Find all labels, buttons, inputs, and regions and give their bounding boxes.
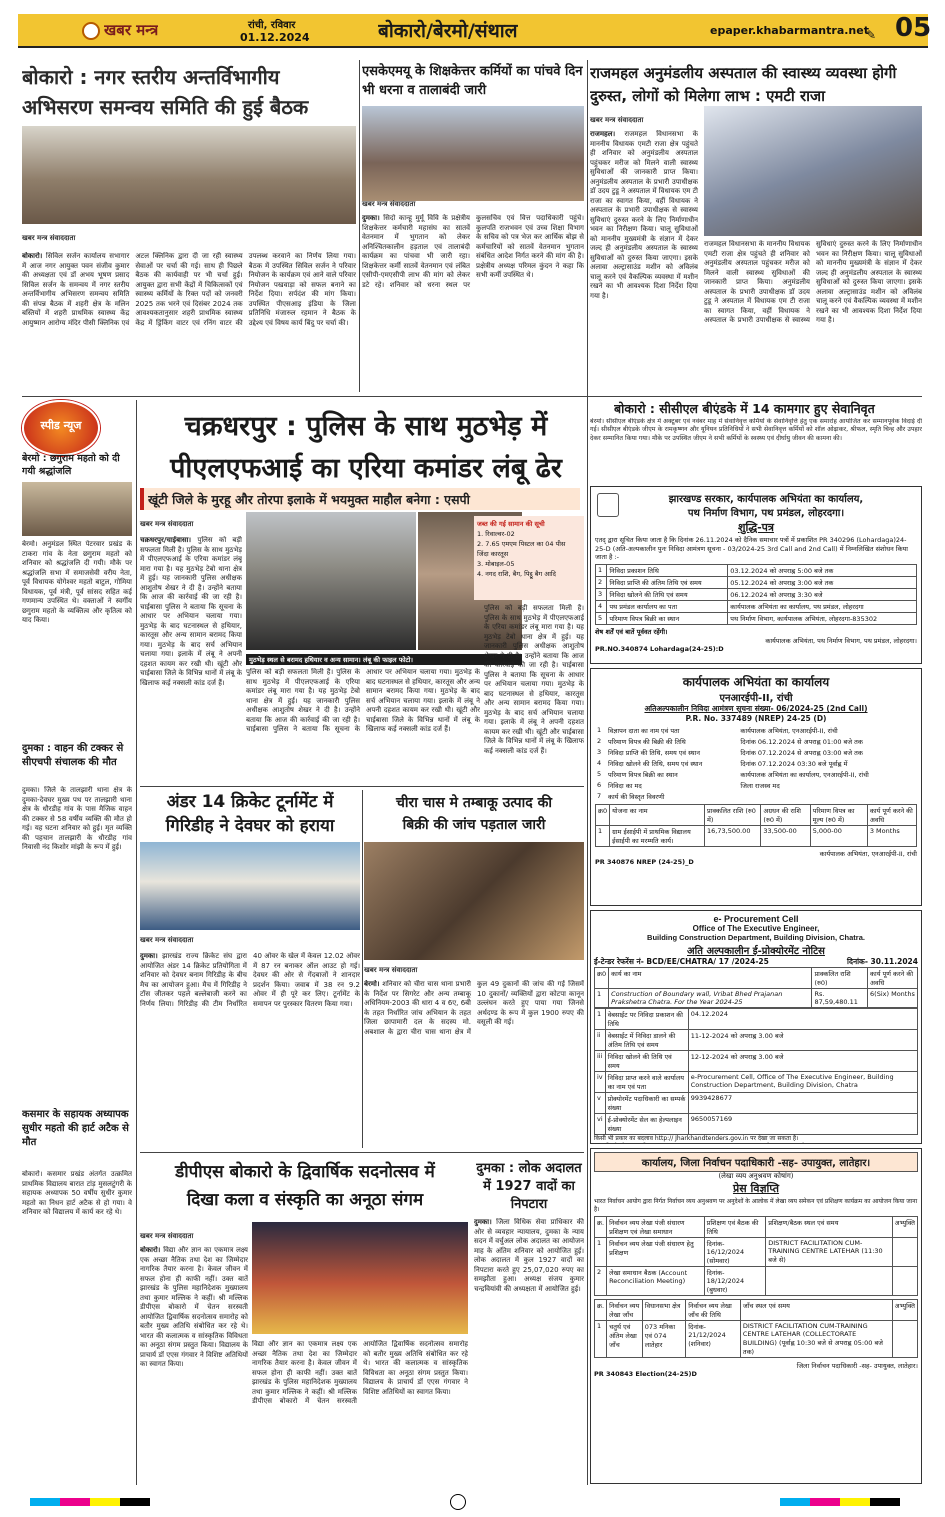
ad1-cell: 4	[596, 600, 607, 612]
a1-photo	[22, 126, 356, 224]
speed-column-divider	[136, 400, 137, 1485]
ad3-cell: e-Procurement Cell, Office of The Executive Engineer, Building Construction Department, Building Division, Chatra	[688, 1072, 917, 1093]
ad3-td: 1	[595, 989, 609, 1008]
brand-logo-icon	[82, 22, 100, 40]
ad1-cell: 3	[596, 588, 607, 600]
ad2-row	[595, 769, 917, 780]
ad4-title: प्रेस विज्ञप्ति	[732, 1182, 780, 1195]
ad3-title: अति अल्पकालीन ई-प्रोक्योरमेंट नोटिस	[687, 946, 825, 957]
cricket-headline-2: गिरिडीह ने देवघर को हराया	[165, 816, 335, 836]
ad1-row	[596, 564, 917, 576]
ad3-cell: निविदा खोलने की तिथि एवं समय	[605, 1051, 688, 1072]
ad4-th: अभ्युक्ति	[892, 1300, 917, 1321]
ad3-th: प्राक्कलित राशि (रु0)	[812, 968, 868, 989]
a3-text-cont: राजमहल विधानसभा के माननीय विधायक एमटी राजा क्षेत्र पहुंचते ही शनिवार को अनुमंडलीय अस्पताल पहुंचकर मरीज को मिलने वाली स्वास्थ्य सुविधाओं की जानकारी प्राप्त किया। अनुमंडलीय अस्पताल के प्रभारी उपाधीक्षक डॉ उदय टुडू ने अस्पताल में विधायक एम टी राजा का स्वागत किया, वहीं विधायक ने अस्पताल के प्रभारी उपाधीक्षक से स्वास्थ्य सुविधाएं दुरुस्त करने के लिए निर्माणाधीन भवन का निरीक्षण किया। चालू सुविधाओं को माननीय मुख्यमंत्री के संज्ञान में देकर जल्द ही अनुमंडलीय अस्पताल के स्वास्थ्य सुविधाओं को दुरुस्त किया जाएगा। इसके अलावा अल्ट्रासाउंड मशीन को अविलंब चालू करने एवं वैकल्पिक व्यवस्था में मशीन रखने का भी आवश्यक दिशा निर्देश दिया गया है।	[704, 240, 922, 324]
ad1-sign: कार्यपालक अभियंता, पथ निर्माण विभाग, पथ प्रमंडल, लोहरदगा।	[765, 636, 917, 645]
a2-photo	[362, 106, 584, 201]
column-divider	[362, 790, 363, 1148]
a4-body: बेरमो। सीसीएल बीएंडके क्षेत्र में अक्टूबर एवं नवंबर माह में सेवानिवृत्त कर्मियों के सेवानिवृत्ति हेतु एक समारोह आयोजित कर सम्मानपूर्वक विदाई दी गई। सीसीएल बीएंडके जीएम के रामकृष्णन और यूनियन प्रतिनिधियों ने सभी सेवानिवृत्त कर्मियों को शॉल ओढ़ाकर, श्रीफल, स्मृति चिन्ह और उपहार देकर सम्मानित किया गया। मौके पर उपस्थित जीएम ने सभी कर्मियों के स्वस्थ्य एवं दीर्घायु जीवन की कामना की।	[590, 418, 922, 442]
ad2-sub: P.R. No. 337489 (NREP) 24-25 (D)	[685, 714, 827, 723]
ad1-cell: निविदा प्राप्ति की अंतिम तिथि एवं समय	[607, 576, 728, 588]
ad1-title: शुद्धि-पत्र	[737, 521, 774, 534]
ad4-pr: PR 340843 Election(24-25)D	[594, 1370, 697, 1378]
a1-body	[22, 252, 356, 392]
ad1-cell: 06.12.2024 को अपराह्न 3:30 बजे	[728, 588, 917, 600]
ad2-cell	[738, 791, 917, 802]
s2-body: दुमका। जिले के तालझारी थाना क्षेत्र के दुमका-देवघर मुख्य पथ पर तालझारी थाना क्षेत्र के धौरडीह गांव के पास मैजिक वाहन की टक्कर से 58 वर्षीय व्यक्ति की मौत हो गई। यह घटना शनिवार को हुई। मृत व्यक्ति की पहचान तालझारी के धौरडीह गांव निवासी नंद किशोर मांझी के रूप में हुई।	[22, 786, 132, 851]
ad3-cell: 1	[595, 1009, 606, 1030]
ad1-cell: 2	[596, 576, 607, 588]
ad1-pr: PR.NO.340874 Lohardaga(24-25):D	[595, 644, 724, 653]
ad3-th: क्र0	[595, 968, 609, 989]
ad3-ref-line	[594, 957, 918, 967]
ad2-td: 5,000-00	[810, 826, 867, 847]
ad1-table	[595, 564, 917, 625]
column-divider	[587, 60, 588, 1485]
ad4-header-row	[595, 1300, 918, 1321]
ad2-cell: विज्ञापन दाता का नाम एवं पता	[607, 727, 680, 735]
ad1-note: शेष शर्तें एवं बातें पूर्ववत रहेंगी।	[595, 627, 668, 636]
a3-byline: खबर मन्त्र संवाददाता	[590, 116, 644, 124]
a2-text: सिदो कान्हू मुर्मू विवि के प्रक्षेत्रीय शिक्षकेत्तर कर्मचारी महासंघ का सातवें वेतनमान में भुगतान को लेकर अनिश्चितकालीन हड़ताल एवं तालाबंदी कार्यक्रम का पांचवा भी जारी रहा। शिक्षकेत्तर कर्मी सातवें वेतनमान एवं लंबित एसीपी-एमएसीपी लाभ की मांग को लेकर डटे रहे। शनिवार को धरना स्थल पर कुलसचिव एवं वित्त पदाधिकारी पहुंचे। कुलपति राजभवन एवं उच्च शिक्षा विभाग के सचिव को पत्र भेज कर आर्थिक बोझ से कर्मचारियों को सातवें वेतनमान भुगतान संबंधित आदेश निर्गत करने की मांग की है। प्रक्षेत्रीय अध्यक्ष परिमल कुंदन ने कहा कि सभी कर्मी उपस्थित थे।	[362, 214, 584, 289]
color-bar	[30, 1498, 150, 1506]
dps-headline-2: दिखा कला व संस्कृति का अनूठा संगम	[186, 1190, 424, 1210]
header-city: रांची, रविवार	[248, 20, 296, 31]
lead-deck-text: खूंटी जिले के मुरहू और तोरपा इलाके में भयमुक्त माहौल बनेगा : एसपी	[148, 492, 470, 507]
ad4-th: निर्वाचन व्यय लेखा पंजी संधारण प्रशिक्षण एवं लेखा समाधान	[607, 1217, 705, 1238]
a1-headline: बोकारो : नगर स्तरीय अन्तर्विभागीय अभिसरण समन्वय समिति की हुई बैठक	[22, 65, 309, 119]
section-divider	[22, 396, 922, 397]
ad2-title: अतिअल्पकालीन निविदा आमंत्रण सूचना संख्या- 06/2024-25 (2nd Call)	[644, 704, 868, 713]
ad2-notice	[590, 668, 922, 906]
ad3-h2: Office of The Executive Engineer,	[692, 924, 820, 933]
ad1-row	[596, 576, 917, 588]
ad2-sign: कार्यपालक अभियंता, एनआरईपी-II, रांची	[819, 850, 917, 858]
ad2-head-1: कार्यपालक अभियंता का कार्यालय	[682, 675, 830, 689]
ad2-td: 1	[596, 826, 610, 847]
ad4-row	[595, 1267, 918, 1296]
ad4-th: क्र.	[595, 1300, 607, 1321]
ad1-cell: 5	[596, 612, 607, 624]
ad3-row	[595, 1093, 918, 1114]
ad3-cell: 11-12-2024 को अपराह्न 3.00 बजे	[688, 1030, 917, 1051]
ad4-row	[595, 1238, 918, 1267]
column-divider	[359, 60, 360, 392]
ad2-td: 33,500-00	[761, 826, 810, 847]
ad3-row	[595, 1114, 918, 1135]
seized-list-item: 1. रिवाल्वर-02	[477, 530, 515, 538]
section-divider	[140, 786, 584, 787]
ad4-cell: दिनांक- 21/12/2024 (शनिवार)	[686, 1321, 741, 1358]
ad3-th: कार्य का नाम	[609, 968, 812, 989]
tobacco-headline-1: चीरा चास मे तम्बाकू उत्पाद की	[396, 795, 552, 811]
s3-body: बोकारो। कसमार प्रखंड अंतर्गत उत्क्रमित प्राथमिक विद्यालय बारात टांड़ मुसलटुंगरी के सहायक अध्यापक 50 वर्षीय सुधीर कुमार महतो का निधन हार्ट अटैक से हो गया। वे शनिवार को विद्यालय में कार्य कर रहे थे।	[22, 1170, 132, 1216]
ad2-cell: जिला राजस्व मद	[740, 782, 780, 790]
ad1-notice	[590, 486, 922, 664]
ad1-cell: 05.12.2024 को अपराह्न 3:00 बजे तक	[728, 576, 917, 588]
ad4-th: क्र.	[595, 1217, 607, 1238]
ad4-cell: 1	[595, 1238, 607, 1267]
seized-list-item: 3. मोबाइल-05	[477, 560, 515, 568]
ad2-items	[595, 725, 917, 802]
ad2-row	[595, 780, 917, 791]
dps-text: विद्या और ज्ञान का एकमात्र लक्ष्य एक अच्छा नैतिक तथा देश का जिम्मेदार नागरिक तैयार करना है। केवल जीवन में सफल होना ही काफी नहीं। उक्त बातें झारखंड के पुलिस महानिदेशक मुख्यालय तथा कुमार मल्लिक ने कहीं। श्री मल्लिक डीपीएस बोकारो में चेतन सरस्वती आयोजित द्विवार्षिक सदनोत्सव समारोह को बतौर मुख्य अतिथि संबोधित कर रहे थे। भारत की कलात्मक व सांस्कृतिक विविधता का अनूठा संगम प्रस्तुत किया। विद्यालय के प्राचार्य डॉ एएस गंगवार ने विशिष्ट अतिथियों का स्वागत किया।	[140, 1246, 248, 1368]
ad2-cell: कार्य की विस्तृत विवरणी	[607, 793, 665, 801]
ad2-cell: दिनांक 07.12.2024 से अपराह्न 03:00 बजे तक	[740, 749, 863, 757]
a1-place: बोकारो।	[22, 252, 43, 260]
ad4-cell: दिनांक- 18/12/2024 (बुधवार)	[704, 1267, 766, 1296]
ad3-work: Construction of Boundary wall, Vribat Bhed Prajanan Prakshetra Chatra. For the Year 2024-25	[609, 989, 812, 1008]
cricket-text: झारखंड राज्य क्रिकेट संघ द्वारा आयोजित अंडर 14 क्रिकेट प्रतियोगिता में शनिवार को देवघर बनाम गिरिडीह के बीच मैच का आयोजन हुआ। मैच में गिरिडीह ने टॉस जीतकर पहले बल्लेबाजी करने का निर्णय लिया। गिरिडीह की टीम निर्धारित 40 ओवर के खेल में केवल 12.02 ओवर में 87 रन बनाकर ऑल आउट हो गई। देवघर की ओर से गेंदबाजों ने शानदार प्रदर्शन किया। जवाब में 38 रन 9.2 ओवर में ही पूरे कर लिए। टूर्नामेंट के समापन पर पुरस्कार वितरण किया गया।	[140, 952, 360, 1008]
registration-mark-icon	[450, 1494, 466, 1510]
ad2-td: 16,73,500.00	[705, 826, 761, 847]
adalat-headline: दुमका : लोक अदालत में 1927 वादों का निपटारा	[476, 1161, 582, 1212]
ad1-emblem-icon	[597, 493, 619, 517]
brand-name: खबर मन्त्र	[104, 21, 159, 39]
site-url[interactable]: epaper.khabarmantra.net	[710, 24, 869, 37]
ad4-notice	[590, 1148, 922, 1484]
a2-place: दुमका।	[362, 214, 380, 222]
tobacco-headline-2: बिक्री की जांच पड़ताल जारी	[402, 817, 546, 833]
ad1-head-1: झारखण्ड सरकार, कार्यपालक अभियंता का कार्यालय,	[668, 494, 864, 505]
ad2-cell: 5	[597, 770, 602, 778]
lead-photo-caption: मुठभेड़ स्थल से बरामद हथियार व अन्य सामान। लंबू की फाइल फोटो।	[246, 654, 522, 665]
ad3-row	[595, 1009, 918, 1030]
ad3-row	[595, 1030, 918, 1051]
ad3-row	[595, 1051, 918, 1072]
ad3-cell: vi	[595, 1114, 606, 1135]
ad1-body: एतद् द्वारा सूचित किया जाता है कि दिनांक 26.11.2024 को दैनिक समाचार पत्रों में प्रकाशित PR 340296 (Lohardaga)24-25-D (अति-अल्पकालीन पुनः निविदा आमंत्रण सूचना - 03/2024-25 3rd Call and 2nd Call) में निम्नलिखित संशोधन किया जाता है :-	[595, 536, 908, 561]
tobacco-photo	[364, 842, 584, 960]
ad2-cell: 6	[597, 781, 602, 789]
ad4-cell: चतुर्थ एवं अंतिम लेखा जाँच	[607, 1321, 643, 1358]
ad2-cell: निविदा प्राप्ति की तिथि, समय एवं स्थान	[607, 749, 700, 757]
ad2-row	[595, 725, 917, 736]
ad3-cell: ई-प्रोक्योरमेंट सेल का हेल्पलाइन संख्या	[605, 1114, 688, 1135]
ad2-cell: परिमाण विपत्र की बिक्री की तिथि	[607, 738, 686, 746]
ad2-head-2: एनआरईपी-II, रांची	[719, 693, 793, 704]
ad4-cell: DISTRICT FACILITATION CUM-TRAINING CENTRE LATEHAR (COLLECTORATE BUILDING) (पूर्वाह्न 10:30 बजे से अपराह्न 05:00 बजे तक)	[740, 1321, 892, 1358]
lead-text: पुलिस को बड़ी सफलता मिली है। पुलिस के साथ मुठभेड़ में पीएलएफआई के एरिया कमांडर लंबू मारा गया है। यह मुठभेड़ टेबो थाना क्षेत्र में हुई। यह जानकारी पुलिस अधीक्षक आशुतोष शेखर ने दी है। उन्होंने बताया कि आज की कार्रवाई की जा रही है। चाईबासा पुलिस ने बताया कि सूचना के आधार पर अभियान चलाया गया। मुठभेड़ के बाद घटनास्थल से हथियार, कारतूस और अन्य सामान बरामद किया गया। मुठभेड़ के बाद सर्च अभियान चलाया गया। इलाके में लंबू ने अपनी दहशत कायम कर रखी थी। खूंटी और चाईबासा जिले के विभिन्न थानों में लंबू के खिलाफ कई नक्सली कांड दर्ज हैं।	[140, 536, 242, 687]
ad1-cell: पथ निर्माण विभाग, कार्यपालक अभियंता, लोहरदगा-835302	[728, 612, 917, 624]
seized-list-item: 4. नगद राशि, बैग, पिट्ठू बैग आदि	[477, 570, 556, 578]
ad3-cell: 9650057169	[688, 1114, 917, 1135]
a3-photo	[704, 106, 922, 236]
ad4-cell	[892, 1267, 917, 1296]
ad4-table-2	[594, 1299, 918, 1358]
a2-headline: एसकेएमयू के शिक्षकेत्तर कर्मियों का पांचवे दिन भी धरना व तालाबंदी जारी	[362, 64, 583, 98]
a3-headline: राजमहल अनुमंडलीय अस्पताल की स्वास्थ्य व्यवस्था होगी दुरुस्त, लोगों को मिलेगा लाभ : एमटी राजा	[590, 64, 897, 105]
ad4-cell: लेखा समाधान बैठक (Account Reconciliation Meeting)	[607, 1267, 705, 1296]
lead-photo-seized	[246, 512, 416, 650]
dps-text-cont: विद्या और ज्ञान का एकमात्र लक्ष्य एक अच्छा नैतिक तथा देश का जिम्मेदार नागरिक तैयार करना है। केवल जीवन में सफल होना ही काफी नहीं। उक्त बातें झारखंड के पुलिस महानिदेशक मुख्यालय तथा कुमार मल्लिक ने कहीं। श्री मल्लिक डीपीएस बोकारो में चेतन सरस्वती आयोजित द्विवार्षिक सदनोत्सव समारोह को बतौर मुख्य अतिथि संबोधित कर रहे थे। भारत की कलात्मक व सांस्कृतिक विविधता का अनूठा संगम प्रस्तुत किया। विद्यालय के प्राचार्य डॉ एएस गंगवार ने विशिष्ट अतिथियों का स्वागत किया।	[252, 1340, 468, 1405]
s3-headline: कसमार के सहायक अध्यापक सुधीर महतो की हार्ट अटैक से मौत	[22, 1109, 129, 1148]
tobacco-byline: खबर मन्त्र संवाददाता	[364, 966, 418, 974]
ad4-sub: (लेखा व्यय अनुश्रवण कोषांग)	[718, 1172, 794, 1180]
ad4-th: विधानसभा क्षेत्र	[642, 1300, 685, 1321]
ad4-cell	[766, 1267, 892, 1296]
a3-body-cont	[704, 240, 922, 392]
ad2-th: प्राक्कलित राशि (रु0 में)	[705, 805, 761, 826]
tobacco-text: शनिवार को चीरा चास थाना प्रभारी के निर्देश पर सिगरेट और अन्य तम्बाकू अधिनियम-2003 की धारा 4 व 6ए, 6बी के तहत निर्धारित जांच अभियान के तहत जिला छापामारी दल के सदस्य मो. अबशाल के द्वारा चीरा चास थाना क्षेत्र में कुल 49 दुकानों की जांच की गई जिसमें 10 दुकानों/ व्यक्तियों द्वारा कोटपा कानून उल्लंघन करते हुए पाया गया जिनसे अर्थदण्ड के रूप में कुल 1900 रुपए की वसूली की गई।	[364, 980, 584, 1036]
ad3-cell: 9939428677	[688, 1093, 917, 1114]
section-divider	[140, 1152, 584, 1153]
ad3-note-1: किसी भी प्रकार का बदलाव http:// Jharkhandtenders.gov.in पर देखा जा सकता है।	[594, 1135, 799, 1142]
ad4-cell: 1	[595, 1321, 607, 1358]
cricket-place: दुमका।	[140, 952, 158, 960]
ad4-th: निर्वाचन व्यय लेखा जाँच की तिथि	[686, 1300, 741, 1321]
ad2-cell: निविदा खोलने की तिथि, समय एवं स्थान	[607, 760, 703, 768]
ad2-pr: PR 340876 NREP (24-25)_D	[595, 858, 694, 866]
ad3-notice	[590, 910, 922, 1144]
ad2-cell: दिनांक 07.12.2024 03:30 बजे पूर्वाह्न में	[740, 760, 848, 768]
ad3-amount: Rs. 87,59,480.11	[812, 989, 868, 1008]
ad4-th: अभ्युक्ति	[892, 1217, 917, 1238]
lead-body-right	[484, 604, 584, 782]
ad2-th: कार्य पूर्ण करने की अवधि	[867, 805, 916, 826]
adalat-text: जिला विधिक सेवा प्राधिकार की ओर से व्यवहार न्यायालय, दुमका के न्याय सदन में वर्चुअल लोक अदालत का आयोजन माह के अंतिम शनिवार को आयोजित हुई। लोक अदालत में कुल 1927 वादों का निपटारा करते हुए 25,07,020 रुपए का समझौता हुआ। अध्यक्ष संजय कुमार चन्द्रवियांवी की अध्यक्षता में आयोजित हुई।	[474, 1218, 584, 1293]
a1-text: सिविल सर्जन कार्यालय सभागार में आज नगर आयुक्त पवन संजीव कुमार की अध्यक्षता एवं डॉ अभय भूषण प्रसाद सिविल सर्जन के समन्वय में नगर स्तरीय अन्तर्विभागीय अभिसरण समन्वय समिति की संपन्न बैठक में शहरी क्षेत्र के मलिन बस्तियों में शहरी प्राथमिक स्वास्थ्य केंद्र आयुष्मान आरोग्य मंदिर पीसी क्लिनिक एवं अटल क्लिनिक द्वारा दी जा रही स्वास्थ्य सेवाओं पर चर्चा की गई। साथ ही पिछले बैठक की कार्यवाही पर भी चर्चा हुई। आयुक्त द्वारा सभी केंद्रों में चिकित्सकों एवं स्वास्थ्य कर्मियों के रिक्त पदों को जनवरी 2025 तक भरने एवं दिसंबर 2024 तक आवश्यकतानुसार शहरी प्राथमिक स्वास्थ्य केंद्र में ड्रिंकिंग वाटर एवं रनिंग वाटर की उपलब्ध करवाने का निर्णय लिया गया। बैठक में उपस्थित सिविल सर्जन ने परिवार नियोजन के कार्यक्रम एवं आने वाले परिवार नियोजन पखवाड़ा को सफल बनाने का निर्देश दिया। सर्पदंश की मांग किया। उपस्थित पीएसआइ इंडिया के जिला प्रतिनिधि मंजारुल रहमान ने बैठक के उद्देश्य एवं विषय कार्य बिंदु पर चर्चा की।	[22, 252, 356, 327]
ad1-cell: परिमाण विपत्र बिक्री का स्थान	[607, 612, 728, 624]
dps-byline: खबर मन्त्र संवाददाता	[140, 1232, 194, 1240]
ad1-cell: निविदा खोलने की तिथि एवं समय	[607, 588, 728, 600]
ad4-th: जाँच स्थल एवं समय	[740, 1300, 892, 1321]
ad2-cell: परिमाण विपत्र बिक्री का स्थान	[607, 771, 678, 779]
ad3-cell: वेबसाईट में निविदा डालने की अंतिम तिथि एवं समय	[605, 1030, 688, 1051]
ad1-row	[596, 612, 917, 624]
ad3-cell: 12-12-2024 को अपराह्न 3.00 बजे	[688, 1051, 917, 1072]
cricket-body	[140, 952, 360, 1146]
s2-headline: दुमका : वाहन की टक्कर से सीएचपी संचालक की मौत	[22, 743, 124, 768]
lead-text-cont: पुलिस को बड़ी सफलता मिली है। पुलिस के साथ मुठभेड़ में पीएलएफआई के एरिया कमांडर लंबू मारा गया है। यह मुठभेड़ टेबो थाना क्षेत्र में हुई। यह जानकारी पुलिस अधीक्षक आशुतोष शेखर ने दी है। उन्होंने बताया कि आज की कार्रवाई की जा रही है। चाईबासा पुलिस ने बताया कि सूचना के आधार पर अभियान चलाया गया। मुठभेड़ के बाद घटनास्थल से हथियार, कारतूस और अन्य सामान बरामद किया गया। मुठभेड़ के बाद सर्च अभियान चलाया गया। इलाके में लंबू ने अपनी दहशत कायम कर रखी थी। खूंटी और चाईबासा जिले के विभिन्न थानों में लंबू के खिलाफ कई नक्सली कांड दर्ज हैं।	[246, 668, 480, 733]
ad3-cell: निविदा प्राप्त करने वाले कार्यालय का नाम एवं पता	[605, 1072, 688, 1093]
ad2-cell: 7	[597, 792, 602, 800]
ad2-th: अग्रधन की राशि (रु0 में)	[761, 805, 810, 826]
s1-body: बेरमो। अनुमंडल स्थित पेटरवार प्रखंड के टाकरा गांव के नेता छगुराम महतो को शनिवार को श्रद्धांजलि दी गयी। मौके पर श्रद्धांजलि सभा में समाजसेवी वरीय नेता, पूर्व विधायक योगेश्वर महतो बाटुल, गोमिया विधायक, पूर्व मंत्री, पूर्व सांसद सहित कई गणमान्य उपस्थित थे। वक्ताओं ने स्वर्गीय छगुराम महतो के व्यक्तित्व और कृतित्व को याद किया।	[22, 540, 132, 624]
ad2-row	[595, 747, 917, 758]
ad3-cell: iii	[595, 1051, 606, 1072]
ad3-cell: 04.12.2024	[688, 1009, 917, 1030]
ad1-row	[596, 588, 917, 600]
ad2-th: क्र0	[596, 805, 610, 826]
ad2-cell: निविदा का मद	[607, 782, 642, 790]
seized-list-title: जब्त की गई सामान की सूची	[477, 520, 545, 528]
ad3-date: दिनांक- 30.11.2024	[847, 957, 918, 966]
ad4-cell: DISTRICT FACILITATION CUM-TRAINING CENTRE LATEHAR (11:30 बजे से)	[766, 1238, 892, 1267]
ad4-header-row	[595, 1217, 918, 1238]
ad4-cell: 073 मनिका एवं 074 लातेहार	[642, 1321, 685, 1358]
lead-text-right: पुलिस को बड़ी सफलता मिली है। पुलिस के साथ मुठभेड़ में पीएलएफआई के एरिया कमांडर लंबू मारा गया है। यह मुठभेड़ टेबो थाना क्षेत्र में हुई। यह जानकारी पुलिस अधीक्षक आशुतोष शेखर ने दी है। उन्होंने बताया कि आज की कार्रवाई की जा रही है। चाईबासा पुलिस ने बताया कि सूचना के आधार पर अभियान चलाया गया। मुठभेड़ के बाद घटनास्थल से हथियार, कारतूस और अन्य सामान बरामद किया गया। मुठभेड़ के बाद सर्च अभियान चलाया गया। इलाके में लंबू ने अपनी दहशत कायम कर रखी थी। खूंटी और चाईबासा जिले के विभिन्न थानों में लंबू के खिलाफ कई नक्सली कांड दर्ज हैं।	[484, 604, 584, 755]
ad4-th: निर्वाचन व्यय लेखा जाँच	[607, 1300, 643, 1321]
ad2-cell: 3	[597, 748, 602, 756]
ad2-th: योजना का नाम	[610, 805, 705, 826]
ad4-head: कार्यालय, जिला निर्वाचन पदाधिकारी -सह- उपायुक्त, लातेहार।	[594, 1152, 918, 1172]
ad3-row	[595, 1072, 918, 1093]
page-number: 05	[895, 13, 932, 43]
ad2-work-table	[595, 804, 917, 847]
ad2-td: 3 Months	[867, 826, 916, 847]
lead-headline-2: पीएलएफआई का एरिया कमांडर लंबू ढेर	[170, 453, 562, 484]
seized-items-list	[474, 516, 584, 600]
ad2-cell: 4	[597, 759, 602, 767]
ad3-h1: e- Procurement Cell	[713, 914, 799, 924]
ad3-ref: ई-टेन्डर रेफरेंस नं- BCD/EE/CHATRA/ 17 /2024-25	[594, 957, 769, 966]
tobacco-place: बेरमो।	[364, 980, 380, 988]
ad4-body: भारत निर्वाचन आयोग द्वारा निर्गत निर्वाचन व्यय अनुश्रवण पर अनुदेशों के आलोक में लेखा व्यय समेकन एवं प्रशिक्षण कार्यक्रम का आयोजन किया जाना है।	[594, 1198, 918, 1213]
ad4-cell: 2	[595, 1267, 607, 1296]
header-date: 01.12.2024	[240, 31, 310, 44]
cricket-byline: खबर मन्त्र संवाददाता	[140, 936, 194, 944]
s1-headline: बेरमो : छगुराम महतो को दी गयी श्रद्धांजलि	[22, 453, 120, 477]
ad4-cell: दिनांक- 16/12/2024 (सोमवार)	[704, 1238, 766, 1267]
ad3-h3: Building Construction Department, Building Division, Chatra.	[647, 933, 865, 942]
ad1-cell: 1	[596, 564, 607, 576]
dps-photo	[252, 1222, 468, 1334]
ad3-data-row	[595, 989, 918, 1008]
s1-photo	[22, 482, 132, 536]
cricket-headline-1: अंडर 14 क्रिकेट टूर्नामेंट में	[166, 792, 334, 812]
ad2-cell: कार्यपालक अभियंता, एनआरईपी-II, रांची	[740, 727, 838, 735]
ad2-th: परिमाण विपत्र का मूल्य (रु0 में)	[810, 805, 867, 826]
ad4-th: प्रशिक्षण/बैठक स्थल एवं समय	[766, 1217, 892, 1238]
ad3-schedule-table	[594, 1008, 918, 1135]
lead-body-left	[140, 536, 242, 782]
ad4-row	[595, 1321, 918, 1358]
ad2-header-row	[596, 805, 917, 826]
speed-news-label: स्पीड न्यूज	[40, 419, 82, 432]
ad1-cell: कार्यपालक अभियंता का कार्यालय, पथ प्रमंडल, लोहरदगा	[728, 600, 917, 612]
ad1-head-2: पथ निर्माण विभाग, पथ प्रमंडल, लोहरदगा।	[687, 508, 845, 519]
ad4-table-1	[594, 1216, 918, 1296]
lead-place: चक्रधरपुर/चाईबासा।	[140, 536, 192, 544]
ad2-data-row	[596, 826, 917, 847]
a3-body	[590, 130, 698, 392]
ad2-row	[595, 758, 917, 769]
ad2-cell: 2	[597, 737, 602, 745]
ad3-note-2	[594, 1143, 918, 1144]
seized-list-item: 2. 7.65 एमएम पिस्टल का 04 पीस	[477, 540, 566, 548]
lead-body-bottom	[246, 668, 480, 782]
a3-text: राजमहल विधानसभा के माननीय विधायक एमटी राजा क्षेत्र पहुंचते ही शनिवार को अनुमंडलीय अस्पताल पहुंचकर मरीज को मिलने वाली स्वास्थ्य सुविधाओं की जानकारी प्राप्त किया। अनुमंडलीय अस्पताल के प्रभारी उपाधीक्षक डॉ उदय टुडू ने अस्पताल में विधायक एम टी राजा का स्वागत किया, वहीं विधायक ने अस्पताल के प्रभारी उपाधीक्षक से स्वास्थ्य सुविधाएं दुरुस्त करने के लिए निर्माणाधीन भवन का निरीक्षण किया। चालू सुविधाओं को माननीय मुख्यमंत्री के संज्ञान में देकर जल्द ही अनुमंडलीय अस्पताल के स्वास्थ्य सुविधाओं को दुरुस्त किया जाएगा। इसके अलावा अल्ट्रासाउंड मशीन को अविलंब चालू करने एवं वैकल्पिक व्यवस्था में मशीन रखने का भी आवश्यक दिशा निर्देश दिया गया है।	[590, 130, 698, 300]
seized-list-item: जिंदा कारतूस	[477, 550, 509, 558]
ad2-cell: 1	[597, 726, 602, 734]
ad4-sign: जिला निर्वाचन पदाधिकारी -सह- उपायुक्त, लातेहार।	[796, 1362, 918, 1370]
tobacco-body	[364, 980, 584, 1146]
ad3-cell: iv	[595, 1072, 606, 1093]
dps-body-right	[252, 1340, 468, 1482]
ad1-row	[596, 600, 917, 612]
section-name: बोकारो/बेरमो/संथाल	[378, 20, 518, 42]
a3-place: राजमहल।	[590, 130, 616, 138]
ad2-td: ग्राम ईसाईपी में प्राथमिक विद्यालय ईसाईपी का मरम्मति कार्य।	[610, 826, 705, 847]
lead-byline: खबर मन्त्र संवाददाता	[140, 520, 194, 528]
adalat-place: दुमका।	[474, 1218, 492, 1226]
ad3-work-table	[594, 967, 918, 1008]
a2-byline: खबर मन्त्र संवाददाता	[362, 200, 416, 208]
ad3-cell: वेबसाईट पर निविदा प्रकाशन की तिथि	[605, 1009, 688, 1030]
ad3-cell: प्रोक्योरमेंट पदाधिकारी का सम्पर्क संख्या	[605, 1093, 688, 1114]
ad2-cell: कार्यपालक अभियंता का कार्यालय, एनआरईपी-II, रांची	[740, 771, 869, 779]
ad4-cell	[892, 1321, 917, 1358]
ad3-cell: ii	[595, 1030, 606, 1051]
ad2-row	[595, 791, 917, 802]
ad4-cell: निर्वाचन व्यय लेखा पंजी संधारण हेतु प्रशिक्षण	[607, 1238, 705, 1267]
ad3-th: कार्य पूर्ण करने की अवधि	[868, 968, 918, 989]
ad4-th: प्रशिक्षण एवं बैठक की तिथि	[704, 1217, 766, 1238]
cricket-photo	[140, 842, 360, 930]
ad1-cell: 03.12.2024 को अपराह्न 5:00 बजे तक	[728, 564, 917, 576]
ad1-cell: पथ प्रमंडल कार्यालय का पता	[607, 600, 728, 612]
color-bar	[780, 1498, 900, 1506]
ad2-cell: दिनांक 06.12.2024 से अपराह्न 01:00 बजे तक	[740, 738, 863, 746]
a4-headline: बोकारो : सीसीएल बीएंडके में 14 कामगार हुए सेवानिवृत	[614, 401, 875, 416]
adalat-body	[474, 1218, 584, 1482]
a2-body	[362, 214, 584, 392]
ad4-cell	[892, 1238, 917, 1267]
cursor-icon: ✎	[866, 28, 877, 42]
dps-place: बोकारो।	[140, 1246, 161, 1254]
dps-body-left	[140, 1246, 248, 1482]
ad3-period: 6(Six) Months	[868, 989, 918, 1008]
lead-headline-1: चक्रधरपुर : पुलिस के साथ मुठभेड़ में	[184, 411, 548, 442]
dps-headline-1: डीपीएस बोकारो के द्विवार्षिक सदनोत्सव में	[175, 1162, 435, 1182]
a1-byline: खबर मन्त्र संवाददाता	[22, 234, 76, 242]
ad2-row	[595, 736, 917, 747]
ad3-cell: v	[595, 1093, 606, 1114]
ad3-header-row	[595, 968, 918, 989]
ad1-cell: निविदा प्रकाशन तिथि	[607, 564, 728, 576]
